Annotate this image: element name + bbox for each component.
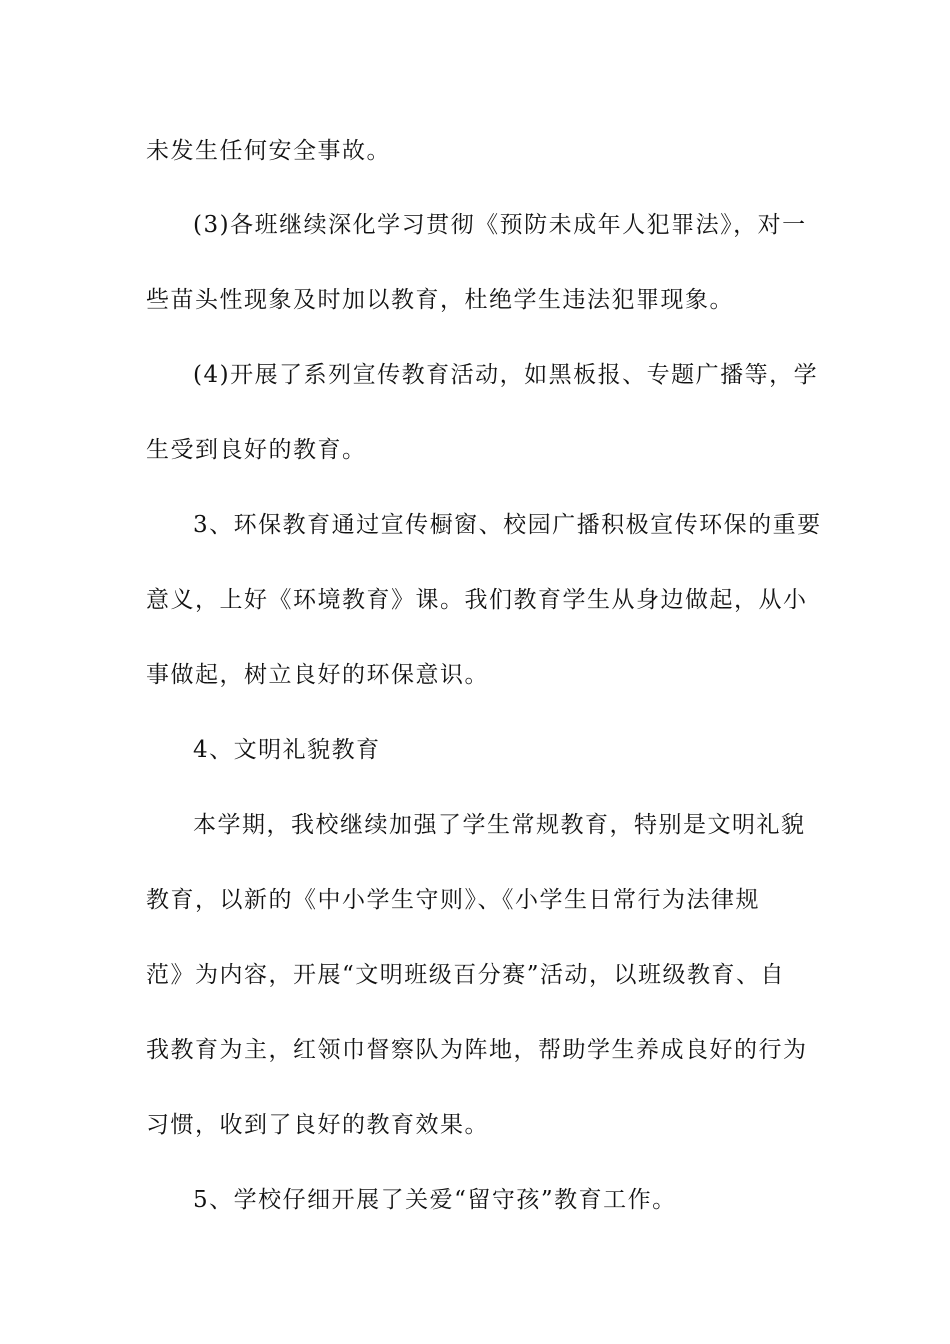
- text-line: 习惯，收到了良好的教育效果。: [146, 1112, 489, 1138]
- text-line: (3)各班继续深化学习贯彻《预防未成年人犯罪法》，对一: [193, 212, 807, 238]
- text-line: 教育，以新的《中小学生守则》、《小学生日常行为法律规: [146, 887, 760, 913]
- text-line: 5、学校仔细开展了关爱“留守孩”教育工作。: [193, 1187, 677, 1213]
- text-line: 未发生任何安全事故。: [146, 138, 391, 164]
- text-line: 范》为内容，开展“文明班级百分赛”活动，以班级教育、自: [146, 962, 786, 988]
- section-heading: 4、文明礼貌教育: [193, 737, 381, 763]
- text-line: 我教育为主，红领巾督察队为阵地，帮助学生养成良好的行为: [146, 1037, 808, 1063]
- text-line: 本学期，我校继续加强了学生常规教育，特别是文明礼貌: [193, 812, 806, 838]
- text-line: 3、环保教育通过宣传橱窗、校园广播积极宣传环保的重要: [193, 512, 822, 538]
- text-line: 生受到良好的教育。: [146, 437, 367, 463]
- text-line: (4)开展了系列宣传教育活动，如黑板报、专题广播等，学: [193, 362, 819, 388]
- text-line: 些苗头性现象及时加以教育，杜绝学生违法犯罪现象。: [146, 287, 734, 313]
- text-line: 事做起，树立良好的环保意识。: [146, 662, 489, 688]
- text-line: 意义，上好《环境教育》课。我们教育学生从身边做起，从小: [146, 587, 808, 613]
